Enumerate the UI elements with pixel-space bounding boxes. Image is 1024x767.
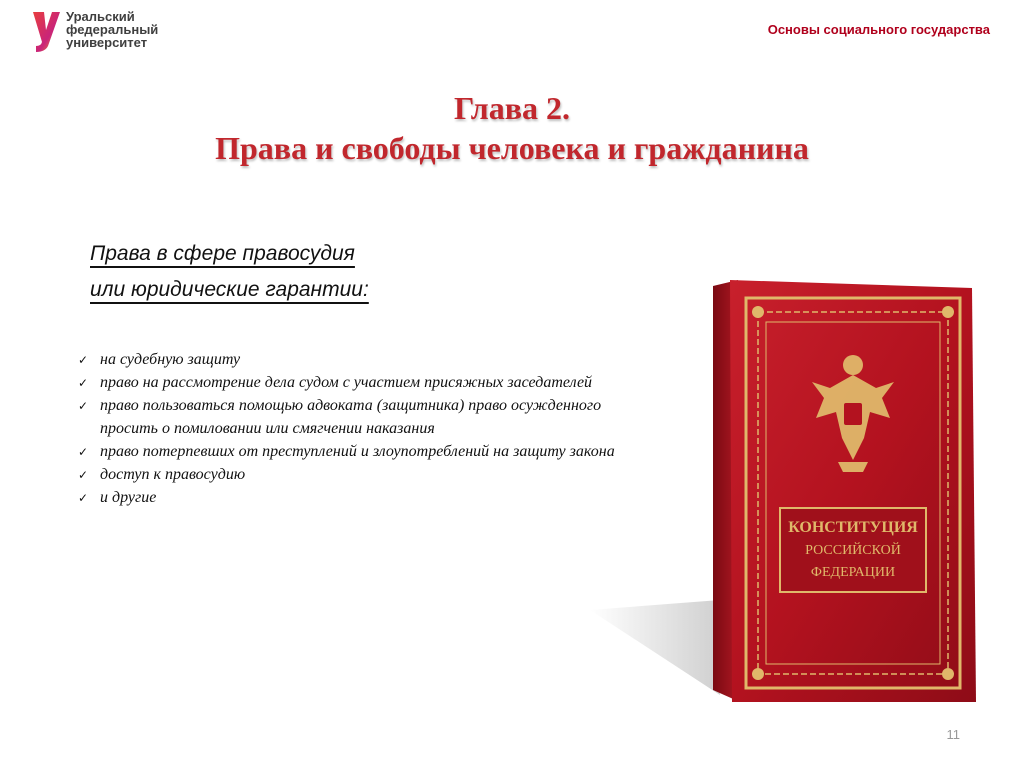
list-item-text: право пользоваться помощью адвоката (защитника) право осужденного просить о помиловании или смягчении наказания [100,397,602,437]
book-title-line: КОНСТИТУЦИЯ [788,519,918,536]
subtitle-line1: Права в сфере правосудия [90,242,355,265]
list-item-text: доступ к правосудию [100,466,246,483]
book-title-line: РОССИЙСКОЙ [805,543,901,558]
logo-line: университет [66,35,148,50]
check-icon: ✓ [78,491,89,505]
rights-list [78,348,658,509]
slide-title-line2: Права и свободы человека и гражданина [215,130,809,166]
logo-mark-icon [30,8,62,54]
logo-line: федеральный [66,22,159,37]
list-item [78,440,658,463]
list-item-text: право на рассмотрение дела судом с участием присяжных заседателей [100,374,593,391]
list-item [78,348,658,371]
constitution-book-image [580,270,1000,710]
check-icon: ✓ [78,376,89,390]
list-item-text: и другие [100,489,157,506]
logo-line: Уральский [66,9,135,24]
list-item [78,486,658,509]
page-number: 11 [946,727,960,742]
course-title: Основы социального государства [767,22,990,37]
slide-title [0,88,1024,168]
check-icon: ✓ [78,399,89,413]
check-icon: ✓ [78,468,89,482]
list-item [78,394,658,440]
check-icon: ✓ [78,445,89,459]
logo-text [66,10,158,49]
list-item [78,371,658,394]
list-item-text: право потерпевших от преступлений и злоупотреблений на защиту закона [100,443,615,460]
book-title-line: ФЕДЕРАЦИИ [810,565,896,580]
book-cover [730,280,976,702]
slide-title-line1: Глава 2. [454,90,570,126]
subtitle-line2: или юридические гарантии: [90,278,369,301]
section-subtitle [90,236,369,308]
check-icon: ✓ [78,353,89,367]
book-shadow [590,600,720,695]
university-logo [30,8,230,58]
list-item-text: на судебную защиту [100,351,241,368]
list-item [78,463,658,486]
